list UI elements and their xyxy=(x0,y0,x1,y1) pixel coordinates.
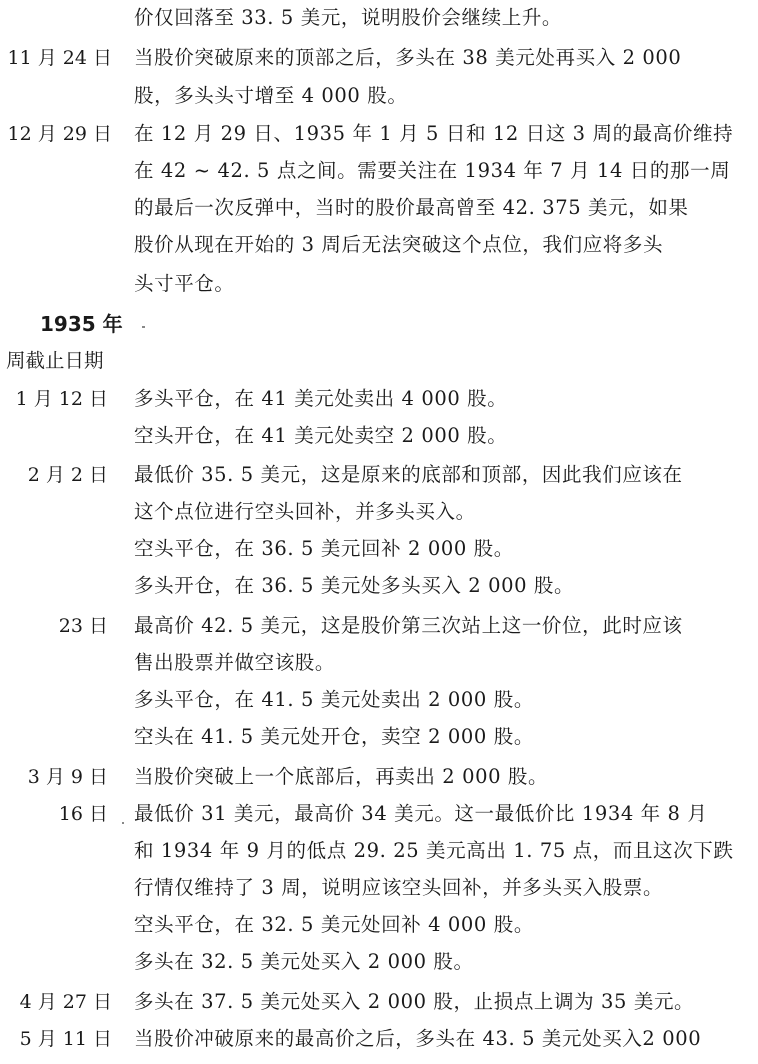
entry-text-line: 和 1934 年 9 月的低点 29. 25 美元高出 1. 75 点，而且这次下跌 xyxy=(134,839,734,862)
entry-date: 11 月 24 日 xyxy=(7,47,112,69)
entry-text-line: 股价从现在开始的 3 周后无法突破这个点位，我们应将多头 xyxy=(134,233,664,256)
entry-text-line: 这个点位进行空头回补，并多头买入。 xyxy=(134,500,476,523)
entry-text-line: 多头开仓，在 36. 5 美元处多头买入 2 000 股。 xyxy=(134,574,575,597)
entry-text-line: 多头在 32. 5 美元处买入 2 000 股。 xyxy=(134,950,474,973)
print-speck xyxy=(142,326,145,328)
entry-text-line: 最低价 31 美元，最高价 34 美元。这一最低价比 1934 年 8 月 xyxy=(134,802,708,825)
entry-text-line: 空头平仓，在 32. 5 美元处回补 4 000 股。 xyxy=(134,913,534,936)
entry-text-line: 当股价突破原来的顶部之后，多头在 38 美元处再买入 2 000 xyxy=(134,46,682,69)
entry-text-line: 价仅回落至 33. 5 美元，说明股价会继续上升。 xyxy=(134,6,563,29)
entry-date: 2 月 2 日 xyxy=(27,464,108,486)
entry-text-line: 最低价 35. 5 美元，这是原来的底部和顶部，因此我们应该在 xyxy=(134,463,683,486)
entry-text-line: 当股价突破上一个底部后，再卖出 2 000 股。 xyxy=(134,765,549,788)
entry-date: 1 月 12 日 xyxy=(15,388,108,410)
entry-text-line: 最高价 42. 5 美元，这是股价第三次站上这一价位，此时应该 xyxy=(134,614,683,637)
entry-date: 12 月 29 日 xyxy=(7,123,112,145)
entry-text-line: 当股价冲破原来的最高价之后，多头在 43. 5 美元处买入2 000 xyxy=(134,1027,702,1050)
entry-text-line: 在 42 ~ 42. 5 点之间。需要关注在 1934 年 7 月 14 日的那一周 xyxy=(134,159,731,182)
entry-date: 3 月 9 日 xyxy=(27,766,108,788)
entry-text-line: 售出股票并做空该股。 xyxy=(134,651,336,674)
year-heading: 1935 年 xyxy=(40,312,123,336)
entry-text-line: 空头在 41. 5 美元处开仓，卖空 2 000 股。 xyxy=(134,725,534,748)
entry-text-line: 的最后一次反弹中，当时的股价最高曾至 42. 375 美元，如果 xyxy=(134,196,689,219)
print-speck xyxy=(122,822,124,824)
entry-date: 23 日 xyxy=(58,615,108,637)
entry-text-line: 空头开仓，在 41 美元处卖空 2 000 股。 xyxy=(134,424,508,447)
entry-date: 5 月 11 日 xyxy=(19,1028,112,1050)
entry-text-line: 在 12 月 29 日、1935 年 1 月 5 日和 12 日这 3 周的最高价维持 xyxy=(134,122,734,145)
entry-text-line: 头寸平仓。 xyxy=(134,272,235,295)
entry-text-line: 多头在 37. 5 美元处买入 2 000 股，止损点上调为 35 美元。 xyxy=(134,990,695,1013)
entry-date: 4 月 27 日 xyxy=(19,991,112,1013)
entry-date: 16 日 xyxy=(58,803,108,825)
entry-text-line: 多头平仓，在 41 美元处卖出 4 000 股。 xyxy=(134,387,508,410)
entry-text-line: 行情仅维持了 3 周，说明应该空头回补，并多头买入股票。 xyxy=(134,876,664,899)
week-ending-subheading: 周截止日期 xyxy=(6,349,104,372)
entry-text-line: 股，多头头寸增至 4 000 股。 xyxy=(134,84,408,107)
entry-text-line: 空头平仓，在 36. 5 美元回补 2 000 股。 xyxy=(134,537,514,560)
entry-text-line: 多头平仓，在 41. 5 美元处卖出 2 000 股。 xyxy=(134,688,534,711)
